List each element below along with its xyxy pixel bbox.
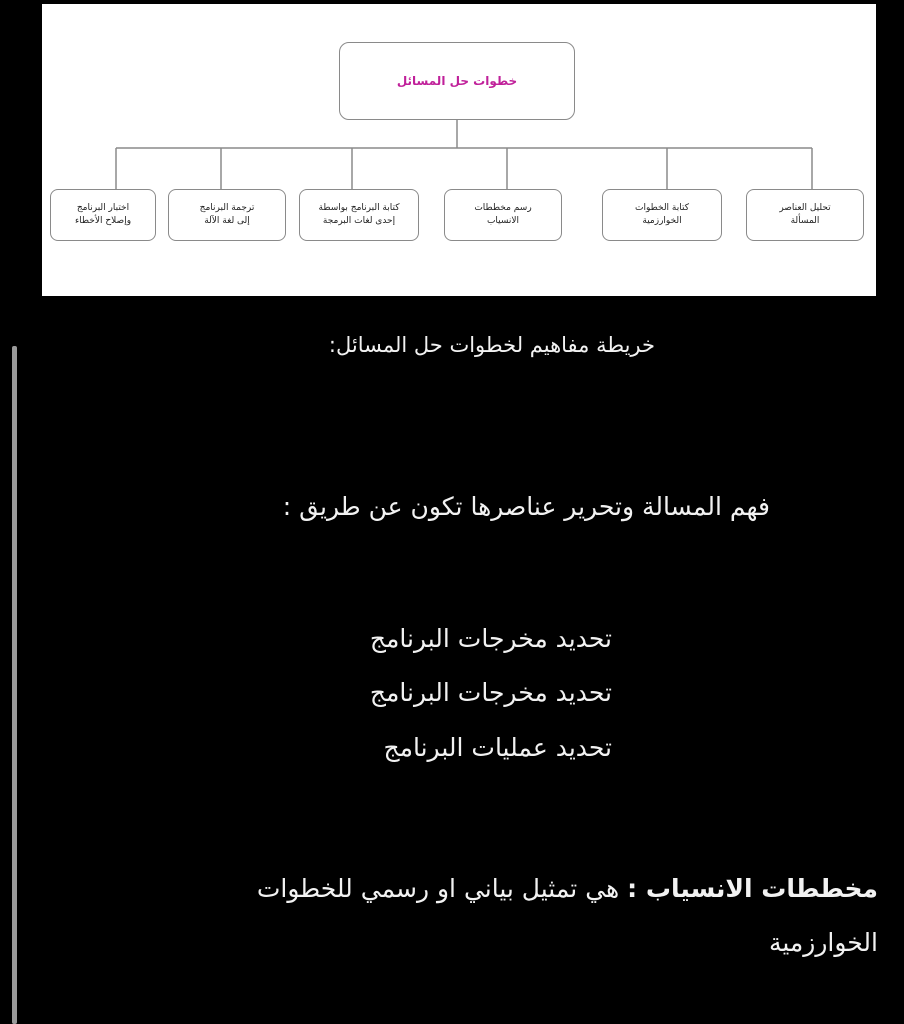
list-item: تحديد مخرجات البرنامج: [369, 678, 612, 707]
child-node-line: إحدى لغات البرمجة: [322, 216, 396, 226]
intro-text: فهم المسالة وتحرير عناصرها تكون عن طريق :: [282, 492, 770, 521]
child-node-analyze: [746, 189, 864, 241]
child-node-line: الانسياب: [486, 216, 520, 226]
child-node-line: الخوارزمية: [642, 216, 682, 226]
list-item: تحديد مخرجات البرنامج: [369, 624, 612, 653]
child-node-line: ترجمة البرنامج: [199, 203, 255, 213]
child-node-compile: [168, 189, 286, 241]
child-node-line: إلى لغة الآلة: [204, 216, 250, 226]
concept-map-diagram: [42, 4, 876, 296]
flowchart-definition: [150, 862, 878, 970]
definition-text: هي تمثيل بياني او رسمي للخطوات الخوارزمية: [256, 874, 878, 957]
child-node-algorithm: [602, 189, 722, 241]
definition-term: مخططات الانسياب :: [627, 874, 878, 903]
child-node-line: اختبار البرنامج: [76, 203, 130, 213]
child-node-line: كتابة البرنامج بواسطة: [318, 203, 400, 213]
list-item: تحديد عمليات البرنامج: [383, 733, 612, 762]
child-node-flowchart: [444, 189, 562, 241]
child-node-line: كتابة الخطوات: [635, 203, 689, 213]
child-node-testing: [50, 189, 156, 241]
concept-map-heading: خريطة مفاهيم لخطوات حل المسائل:: [328, 333, 655, 357]
child-node-line: وإصلاح الأخطاء: [74, 216, 132, 226]
child-node-line: رسم مخططات: [474, 203, 532, 213]
scrollbar[interactable]: [12, 346, 17, 1024]
root-node-label: خطوات حل المسائل: [396, 74, 518, 88]
root-node: [339, 42, 575, 120]
child-node-coding: [299, 189, 419, 241]
child-node-line: المسألة: [790, 216, 820, 226]
child-node-line: تحليل العناصر: [779, 203, 831, 213]
